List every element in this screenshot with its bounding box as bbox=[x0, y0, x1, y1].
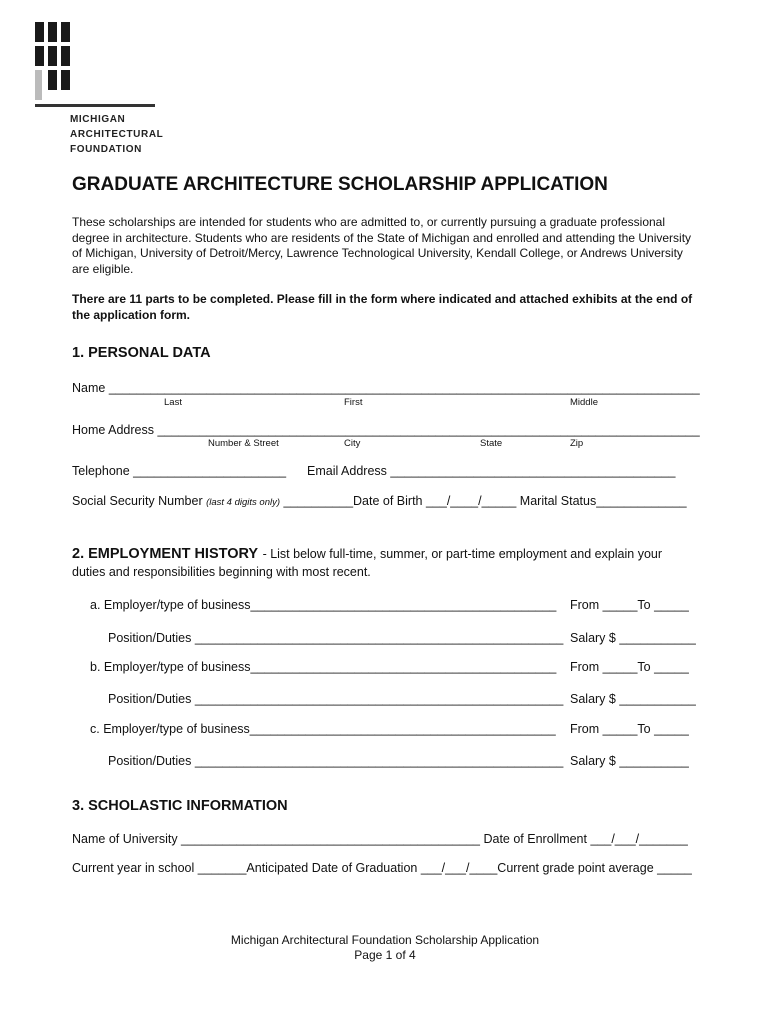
position-a-field[interactable]: Position/Duties _____________________________________________________ bbox=[108, 631, 564, 645]
name-field[interactable]: Name _____________________________________________________________________________________ bbox=[72, 381, 700, 395]
page-number: Page 1 of 4 bbox=[354, 948, 416, 962]
ssn-dob-marital-row[interactable] bbox=[72, 494, 687, 508]
logo-line-1: MICHIGAN bbox=[70, 114, 126, 125]
university-enrollment-row[interactable]: Name of University ___________________________________________ Date of Enrollment ___/___/_______ bbox=[72, 832, 688, 846]
name-last-caption: Last bbox=[164, 397, 182, 408]
section-personal-data-heading: 1. PERSONAL DATA bbox=[72, 345, 211, 361]
school-year-graduation-gpa-row[interactable]: Current year in school _______Anticipated Date of Graduation ___/___/____Current grade point average _____ bbox=[72, 861, 692, 875]
section-employment-heading: 2. EMPLOYMENT HISTORY bbox=[72, 546, 259, 562]
salary-c-field[interactable]: Salary $ __________ bbox=[570, 754, 689, 768]
employer-b-field[interactable]: b. Employer/type of business____________________________________________ bbox=[90, 660, 557, 674]
employer-c-field[interactable]: c. Employer/type of business____________________________________________ bbox=[90, 722, 556, 736]
section-employment-note-2: duties and responsibilities beginning with most recent. bbox=[72, 565, 371, 579]
ssn-note: (last 4 digits only) bbox=[206, 497, 281, 508]
salary-b-field[interactable]: Salary $ ___________ bbox=[570, 692, 696, 706]
intro-paragraph: These scholarships are intended for students who are admitted to, or currently pursuing a graduate professional degree in architecture. Students who are residents of the State of Michigan and enrolled and attending the University of Michigan, University of Detroit/Mercy, Lawrence Technological University, Kendall College, or Andrews University are eligible. bbox=[72, 215, 692, 276]
footer-title: Michigan Architectural Foundation Scholarship Application bbox=[230, 933, 540, 947]
logo-line-3: FOUNDATION bbox=[70, 144, 142, 155]
position-c-field[interactable]: Position/Duties _____________________________________________________ bbox=[108, 754, 564, 768]
position-b-field[interactable]: Position/Duties _____________________________________________________ bbox=[108, 692, 564, 706]
section-scholastic-heading: 3. SCHOLASTIC INFORMATION bbox=[72, 798, 288, 814]
telephone-field[interactable]: Telephone ______________________ bbox=[72, 464, 287, 478]
ssn-dob-marital-fields[interactable]: __________Date of Birth ___/____/_____ Marital Status_____________ bbox=[283, 494, 687, 508]
name-first-caption: First bbox=[344, 397, 363, 408]
ssn-label: Social Security Number bbox=[72, 494, 203, 508]
employer-c-dates[interactable]: From _____To _____ bbox=[570, 722, 689, 736]
employer-a-field[interactable]: a. Employer/type of business____________________________________________ bbox=[90, 598, 557, 612]
address-zip-caption: Zip bbox=[570, 438, 584, 449]
logo-line-2: ARCHITECTURAL bbox=[70, 129, 164, 140]
home-address-field[interactable]: Home Address ______________________________________________________________________________ bbox=[72, 423, 700, 437]
logo-mark bbox=[35, 22, 44, 42]
section-employment-note: - List below full-time, summer, or part-time employment and explain your bbox=[262, 547, 663, 561]
email-field[interactable]: Email Address _________________________________________ bbox=[307, 464, 676, 478]
page-title: GRADUATE ARCHITECTURE SCHOLARSHIP APPLICATION bbox=[72, 174, 608, 195]
section-employment-heading-row bbox=[72, 545, 662, 563]
name-middle-caption: Middle bbox=[570, 397, 598, 408]
employer-a-dates[interactable]: From _____To _____ bbox=[570, 598, 689, 612]
instructions-paragraph: There are 11 parts to be completed. Please fill in the form where indicated and attached exhibits at the end of the application form. bbox=[72, 292, 693, 322]
address-street-caption: Number & Street bbox=[208, 438, 279, 449]
employer-b-dates[interactable]: From _____To _____ bbox=[570, 660, 689, 674]
salary-a-field[interactable]: Salary $ ___________ bbox=[570, 631, 696, 645]
address-city-caption: City bbox=[344, 438, 361, 449]
logo-rule bbox=[35, 104, 155, 107]
address-state-caption: State bbox=[480, 438, 503, 449]
